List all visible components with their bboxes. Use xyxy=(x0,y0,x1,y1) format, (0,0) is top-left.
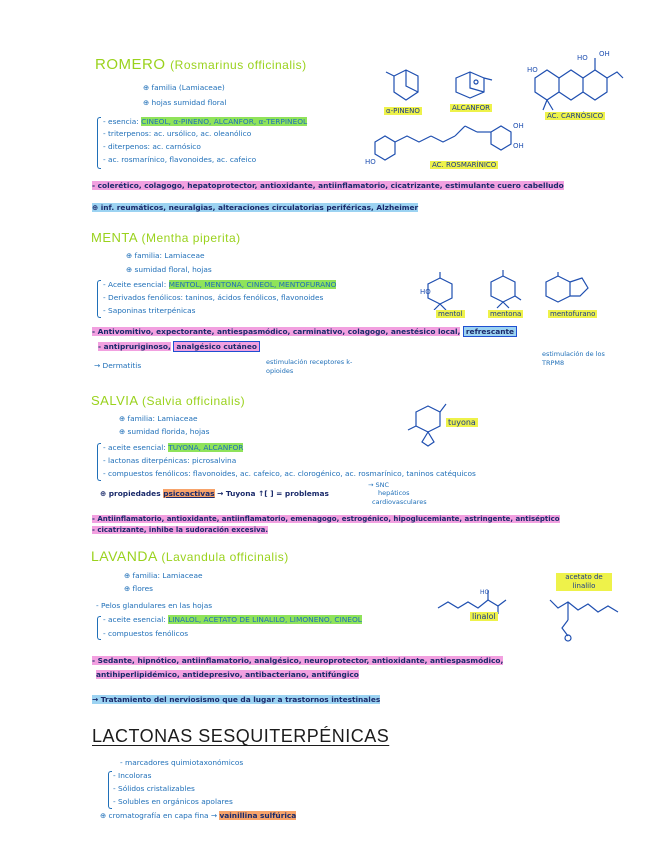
svg-text:OH: OH xyxy=(513,122,524,130)
lavanda-familia: ⊕ familia: Lamiaceae xyxy=(124,571,203,580)
lavanda-props-line2 xyxy=(96,669,359,680)
svg-text:HO: HO xyxy=(480,589,490,596)
lavanda-props1: - Sedante, hipnótico, antiinflamatorio, analgésico, neuroprotector, antioxidante, antiespasmódico, xyxy=(92,656,504,665)
svg-text:HO: HO xyxy=(420,288,431,296)
romero-triterpenos xyxy=(103,128,251,139)
menta-aceite-label: - Aceite esencial: xyxy=(103,280,167,289)
romero-diterpenos-value: ac. carnósico xyxy=(152,142,201,151)
menta-fenolicos: - Derivados fenólicos: taninos, ácidos fenólicos, flavonoides xyxy=(103,293,324,302)
salvia-diterpenos: - lactonas diterpénicas: picrosalvina xyxy=(103,456,237,465)
menta-props1: - Antivomitivo, expectorante, antiespasmódico, carminativo, colagogo, anestésico local, xyxy=(92,327,461,336)
romero-esencia-value: CINEOL, α-PINENO, ALCANFOR, α-TERPINEOL xyxy=(141,117,308,126)
menta-brace xyxy=(97,280,101,318)
molecule-alpha-pineno xyxy=(380,68,432,108)
molecule-mentona xyxy=(485,270,525,310)
lavanda-tratamiento-text: → Tratamiento del nerviosismo que da lugar a trastornos intestinales xyxy=(92,695,381,704)
svg-text:OH: OH xyxy=(513,142,524,150)
lactonas-incoloras: - Incoloras xyxy=(113,771,152,780)
menta-estim-trpm8: estimulación de los TRPM8 xyxy=(542,350,605,367)
salvia-props-text: - Antiinflamatorio, antioxidante, antiinflamatorio, emenagogo, estrogénico, hipoglucemiante, astringente, antiséptico xyxy=(92,515,560,523)
salvia-cicatrizante xyxy=(92,525,268,536)
molecule-mentofurano xyxy=(538,272,598,308)
salvia-props xyxy=(92,514,560,525)
lavanda-brace xyxy=(97,616,101,640)
menta-aceite xyxy=(103,279,336,290)
label-alpha-pineno: α-PINENO xyxy=(386,107,420,115)
label-alcanfor: ALCANFOR xyxy=(452,104,491,112)
label-mentona: mentona xyxy=(490,310,522,318)
menta-dermatitis: → Dermatitis xyxy=(94,361,142,370)
romero-hojas: ⊕ hojas sumidad floral xyxy=(143,98,227,107)
menta-analgesico: analgésico cutáneo xyxy=(173,341,260,352)
salvia-brace xyxy=(97,443,101,481)
menta-refrescante: refrescante xyxy=(463,326,517,337)
lavanda-aceite-label: - aceite esencial: xyxy=(103,615,166,624)
svg-text:HO: HO xyxy=(527,66,538,74)
romero-ac-rosmarinico: - ac. rosmarínico, flavonoides, ac. cafeico xyxy=(103,155,257,164)
section-title-menta xyxy=(91,230,241,245)
lavanda-fenolicos: - compuestos fenólicos xyxy=(103,629,189,638)
salvia-prop-tag: psicoactivas xyxy=(163,489,215,498)
salvia-aceite xyxy=(103,442,243,453)
lavanda-flores: ⊕ flores xyxy=(124,584,153,593)
molecule-acetato-linalilo xyxy=(544,594,624,644)
svg-text:OH: OH xyxy=(599,50,610,58)
romero-brace xyxy=(97,117,101,169)
romero-triterpenos-label: - triterpenos: xyxy=(103,129,152,138)
label-linalol: linalol xyxy=(472,612,496,621)
lavanda-tratamiento xyxy=(92,694,380,705)
salvia-cicatrizante-text: - cicatrizante, inhibe la sudoración excesiva. xyxy=(92,526,269,534)
lactonas-vainillina: vainillina sulfúrica xyxy=(219,811,297,820)
menta-estim-k: estimulación receptores k-opioides xyxy=(266,358,353,375)
romero-inf-text: ⊕ inf. reumáticos, neuralgias, alteraciones circulatorias periféricas, Alzheimer xyxy=(92,203,419,212)
romero-props xyxy=(92,180,564,191)
romero-diterpenos xyxy=(103,141,201,152)
section-title-salvia xyxy=(91,393,245,408)
salvia-sumidad: ⊕ sumidad florida, hojas xyxy=(119,427,210,436)
section-title-lactonas: LACTONAS SESQUITERPÉNICAS xyxy=(92,726,390,746)
romero-inf xyxy=(92,202,418,213)
lavanda-props2: antihiperlipidémico, antidepresivo, antibacteriano, antifúngico xyxy=(96,670,359,679)
menta-props-line1 xyxy=(92,326,517,337)
menta-props-line2 xyxy=(98,341,260,352)
romero-familia: ⊕ familia (Lamiaceae) xyxy=(143,83,225,92)
salvia-prop-arrow: → Tuyona ↑[ ] = problemas xyxy=(217,489,329,498)
salvia-propiedades xyxy=(100,488,329,499)
lavanda-props-line1 xyxy=(92,655,503,666)
label-ac-carnosico: AC. CARNÓSICO xyxy=(547,112,604,120)
label-acetato-linalilo: acetato de linalilo xyxy=(556,573,612,591)
salvia-fenolicos: - compuestos fenólicos: flavonoides, ac. cafeico, ac. clorogénico, ac. rosmarínico, taninos catéquicos xyxy=(103,469,476,478)
label-tuyona: tuyona xyxy=(448,418,476,427)
svg-text:HO: HO xyxy=(577,54,588,62)
romero-title: ROMERO xyxy=(95,56,166,73)
salvia-familia: ⊕ familia: Lamiaceae xyxy=(119,414,198,423)
salvia-title: SALVIA xyxy=(91,393,138,408)
lavanda-aceite xyxy=(103,614,362,625)
lactonas-marcadores: - marcadores quimiotaxonómicos xyxy=(120,758,244,767)
section-title-romero xyxy=(95,56,307,73)
lavanda-pelos: - Pelos glandulares en las hojas xyxy=(96,601,213,610)
lactonas-solubles: - Solubles en orgánicos apolares xyxy=(113,797,233,806)
romero-props-text: - colerético, colagogo, hepatoprotector, antioxidante, antiinflamatorio, cicatrizante, estimulante cuero cabelludo xyxy=(92,181,564,190)
label-mentofurano: mentofurano xyxy=(550,310,596,318)
salvia-aceite-value: TUYONA, ALCANFOR xyxy=(168,443,244,452)
menta-saponinas: - Saponinas triterpénicas xyxy=(103,306,196,315)
romero-esencia xyxy=(103,116,307,127)
menta-sumidad: ⊕ sumidad floral, hojas xyxy=(126,265,212,274)
romero-triterpenos-value: ac. ursólico, ac. oleanólico xyxy=(153,129,252,138)
romero-diterpenos-label: - diterpenos: xyxy=(103,142,151,151)
svg-text:HO: HO xyxy=(365,158,376,166)
menta-props2a: - antipruriginoso, xyxy=(98,342,171,351)
salvia-aceite-label: - aceite esencial: xyxy=(103,443,166,452)
menta-latin: (Mentha piperita) xyxy=(141,231,241,245)
menta-familia: ⊕ familia: Lamiaceae xyxy=(126,251,205,260)
menta-title: MENTA xyxy=(91,230,138,245)
molecule-ac-carnosico xyxy=(525,48,625,114)
section-title-lavanda xyxy=(91,548,289,564)
molecule-mentol xyxy=(420,272,468,310)
label-mentol: mentol xyxy=(438,310,463,318)
romero-latin: (Rosmarinus officinalis) xyxy=(170,58,307,72)
lavanda-latin: (Lavandula officinalis) xyxy=(161,550,289,564)
molecule-tuyona xyxy=(402,400,452,448)
label-ac-rosmarinico: AC. ROSMARÍNICO xyxy=(432,161,497,169)
lactonas-cromatografia xyxy=(100,810,296,821)
lavanda-aceite-value: LINALOL, ACETATO DE LINALILO, LIMONENO, CINEOL xyxy=(168,615,362,624)
salvia-cardio: cardiovasculares xyxy=(372,498,427,506)
salvia-hepaticos: hepáticos xyxy=(378,489,410,497)
menta-aceite-value: MENTOL, MENTONA, CINEOL, MENTOFURANO xyxy=(168,280,337,289)
lactonas-brace xyxy=(108,771,112,809)
salvia-snc: → SNC xyxy=(368,481,390,489)
lactonas-cromatografia-text: ⊕ cromatografía en capa fina → xyxy=(100,811,218,820)
romero-esencia-label: - esencia: xyxy=(103,117,139,126)
molecule-alcanfor xyxy=(448,68,494,104)
salvia-prop-label: ⊕ propiedades xyxy=(100,489,161,498)
lavanda-title: LAVANDA xyxy=(91,548,158,564)
lactonas-solidos: - Sólidos cristalizables xyxy=(113,784,195,793)
salvia-latin: (Salvia officinalis) xyxy=(141,394,246,408)
